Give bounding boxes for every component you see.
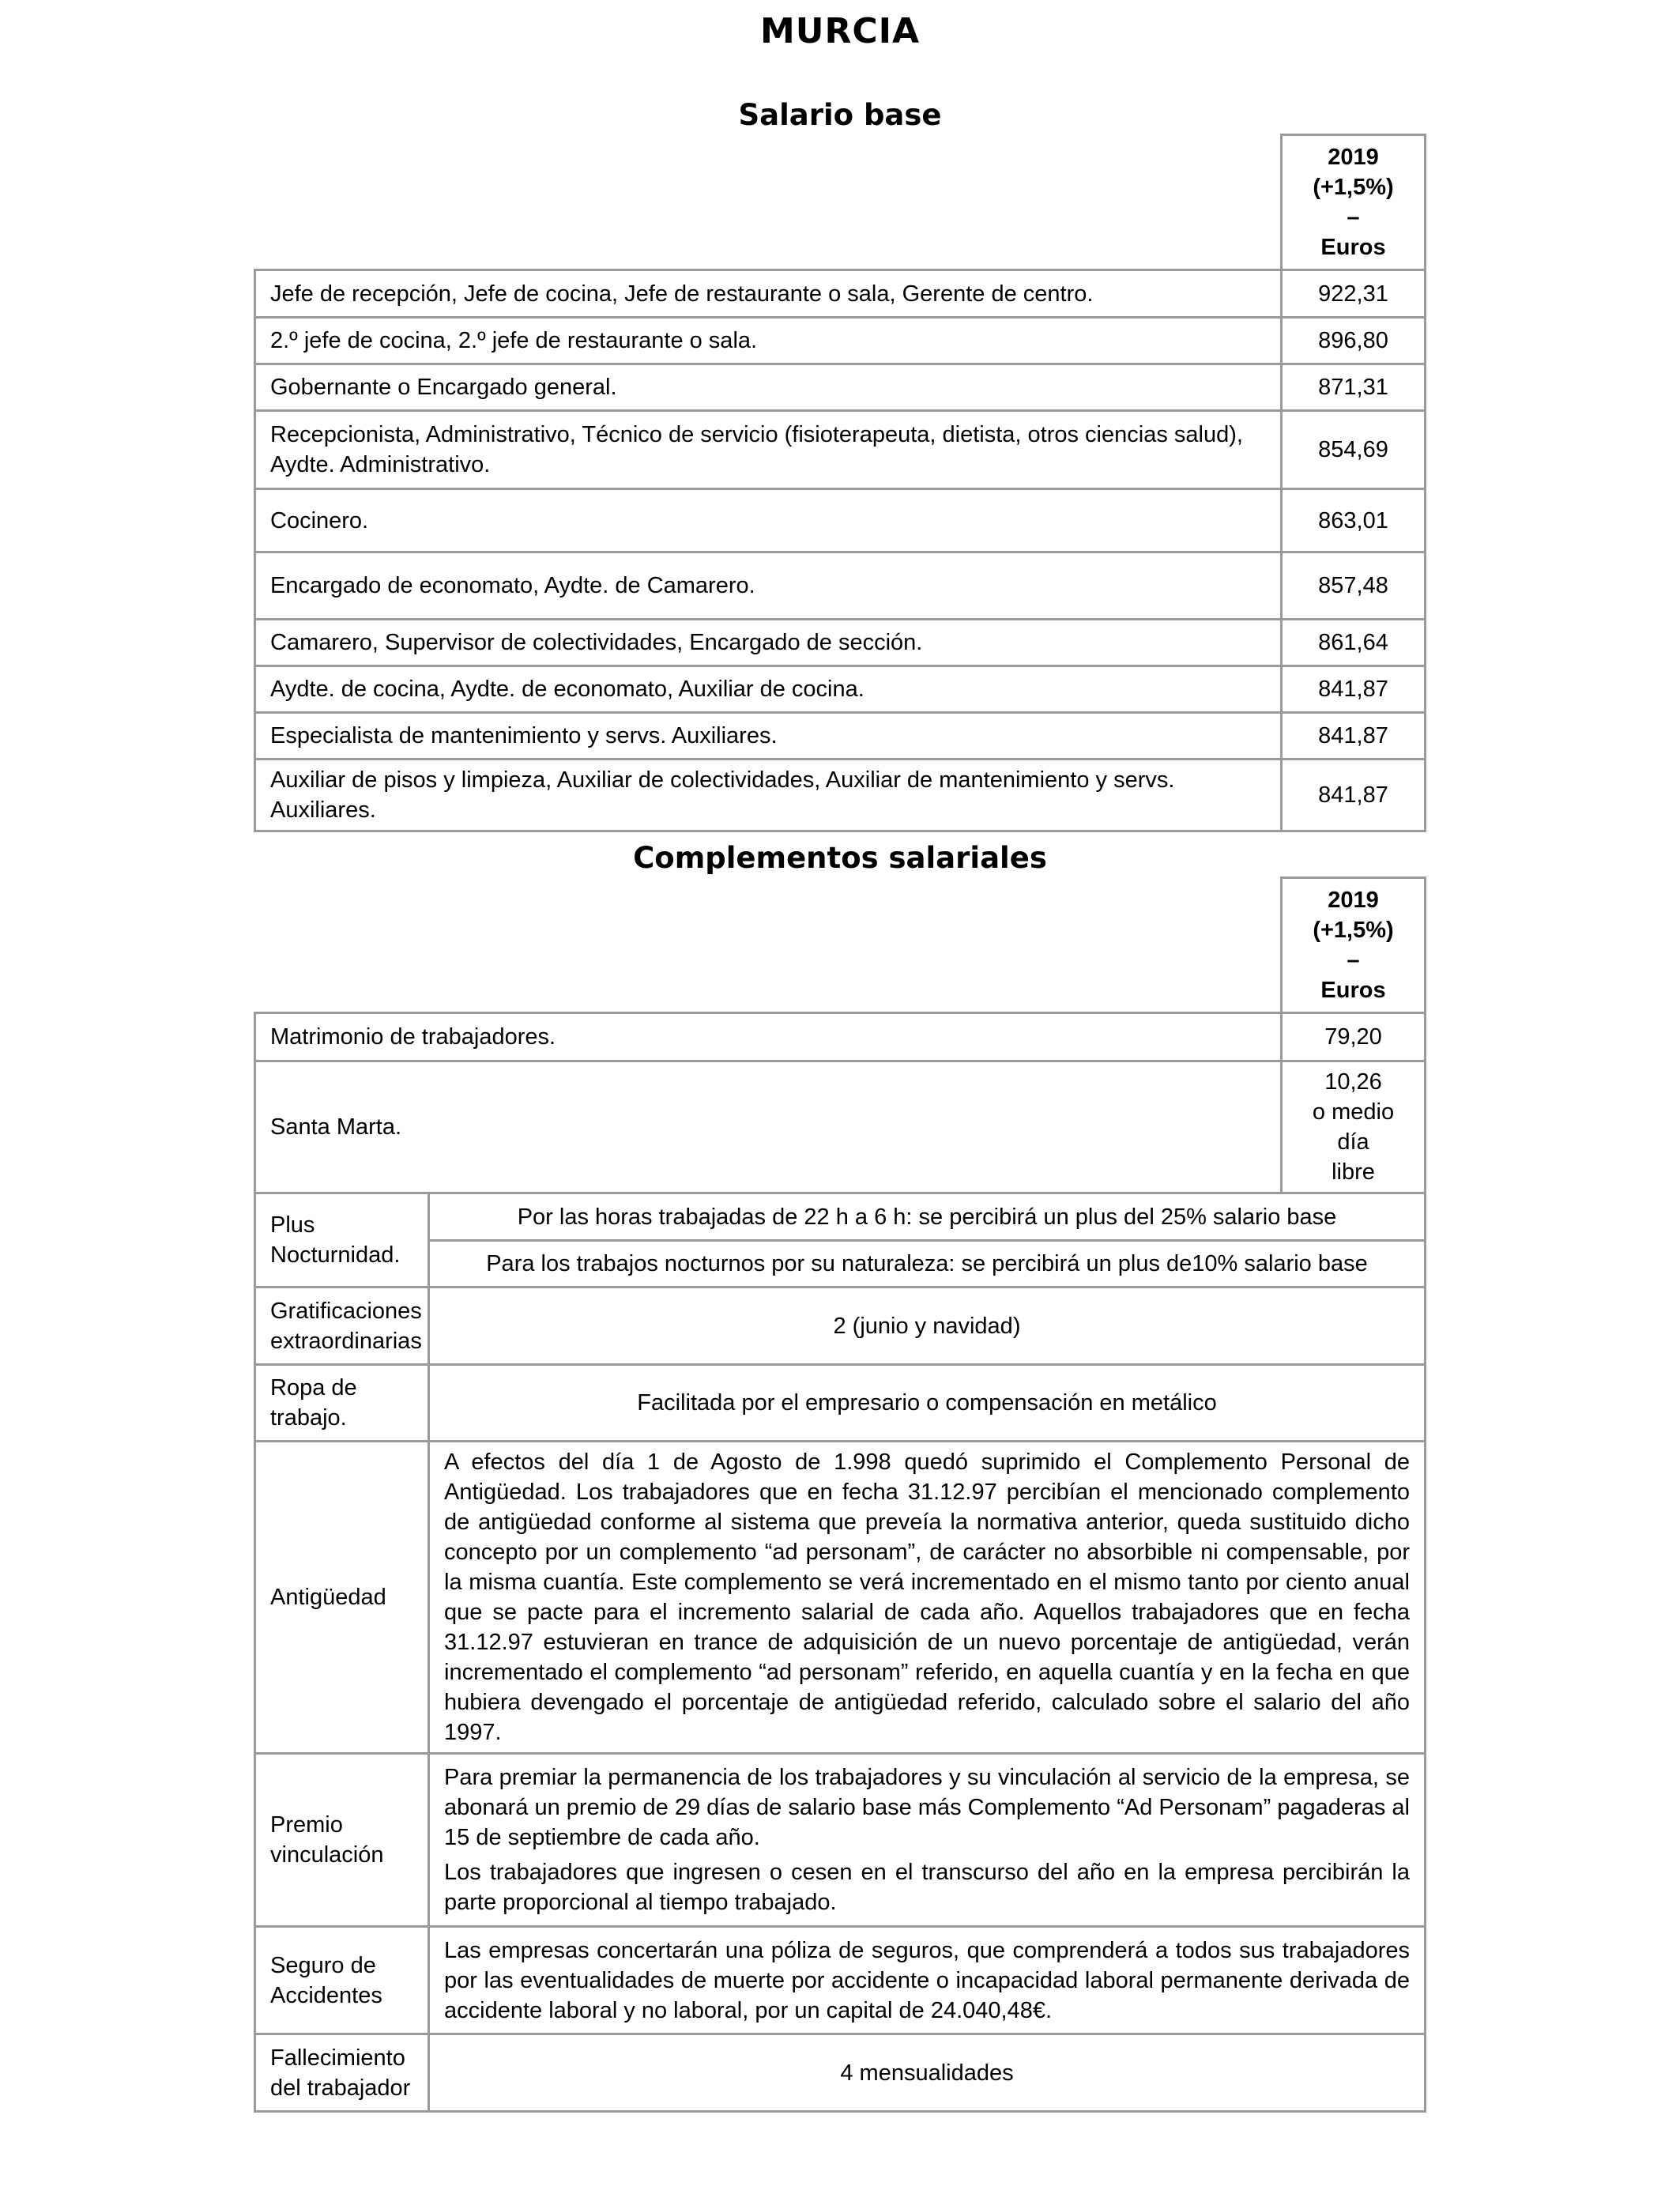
salary-value: 854,69: [1282, 411, 1426, 489]
salary-value: 841,87: [1282, 713, 1426, 760]
category-label: Encargado de economato, Aydte. de Camarero.: [255, 552, 1282, 620]
complementos-header-row: [255, 878, 1426, 1013]
complement-value: 2 (junio y navidad): [429, 1287, 1426, 1365]
table-row: [255, 1927, 1426, 2034]
table-row: [255, 1365, 1426, 1442]
category-label: Gobernante o Encargado general.: [255, 364, 1282, 411]
table-row: [255, 411, 1426, 489]
table-row: [255, 1241, 1426, 1287]
complementos-title: Complementos salariales: [633, 841, 1047, 875]
salario-base-header-row: [255, 135, 1426, 270]
category-label: Recepcionista, Administrativo, Técnico de servicio (fisioterapeuta, dietista, otros ciencias salud), Aydte. Administrativo.: [255, 411, 1282, 489]
table-row: [255, 489, 1426, 552]
table-row: [255, 1193, 1426, 1241]
table-row: [255, 1754, 1426, 1927]
table-row: [255, 620, 1426, 666]
complement-value: Las empresas concertarán una póliza de seguros, que comprenderá a todos sus trabajadores por las eventualidades de muerte por accidente o incapacidad laboral permanente derivada de accidente laboral y no laboral, por un capital de 24.040,48€.: [429, 1927, 1426, 2034]
table-row: [255, 2034, 1426, 2112]
salary-value: 861,64: [1282, 620, 1426, 666]
salary-value: 841,87: [1282, 760, 1426, 831]
complement-label: Gratificaciones extraordinarias: [255, 1287, 429, 1365]
complementos-header: 2019 (+1,5%) – Euros: [1282, 878, 1426, 1013]
table-row: [255, 1013, 1426, 1061]
category-label: Cocinero.: [255, 489, 1282, 552]
category-label: Camarero, Supervisor de colectividades, Encargado de sección.: [255, 620, 1282, 666]
complement-label: Ropa de trabajo.: [255, 1365, 429, 1442]
complement-value: 79,20: [1282, 1013, 1426, 1061]
complement-value: Por las horas trabajadas de 22 h a 6 h: se percibirá un plus del 25% salario base: [429, 1193, 1426, 1241]
complement-value: Facilitada por el empresario o compensación en metálico: [429, 1365, 1426, 1442]
table-row: [255, 1442, 1426, 1754]
complement-label: Seguro de Accidentes: [255, 1927, 429, 2034]
category-label: Jefe de recepción, Jefe de cocina, Jefe de restaurante o sala, Gerente de centro.: [255, 270, 1282, 318]
page-title: MURCIA: [759, 11, 921, 51]
complement-label: Santa Marta.: [255, 1061, 1282, 1193]
complement-value: 10,26 o medio día libre: [1282, 1061, 1426, 1193]
salario-base-title: Salario base: [738, 98, 942, 132]
complement-value: Para los trabajos nocturnos por su naturaleza: se percibirá un plus de10% salario base: [429, 1241, 1426, 1287]
salary-value: 841,87: [1282, 666, 1426, 713]
salario-base-table: [254, 134, 1426, 832]
complementos-table: [254, 876, 1426, 2113]
category-label: Aydte. de cocina, Aydte. de economato, Auxiliar de cocina.: [255, 666, 1282, 713]
salary-value: 871,31: [1282, 364, 1426, 411]
complement-value: Para premiar la permanencia de los trabajadores y su vinculación al servicio de la empresa, se abonará un premio de 29 días de salario base más Complemento “Ad Personam” pagaderas al 15 de septiembre de cada año. Los trabajadores que ingresen o cesen en el transcurso del año en la empresa percibirán la parte proporcional al tiempo trabajado.: [429, 1754, 1426, 1927]
salary-value: 857,48: [1282, 552, 1426, 620]
complement-value: 4 mensualidades: [429, 2034, 1426, 2112]
category-label: 2.º jefe de cocina, 2.º jefe de restaurante o sala.: [255, 318, 1282, 364]
complement-label: Plus Nocturnidad.: [255, 1193, 429, 1287]
complement-label: Matrimonio de trabajadores.: [255, 1013, 1282, 1061]
salario-base-header: 2019 (+1,5%) – Euros: [1282, 135, 1426, 270]
table-row: [255, 713, 1426, 760]
table-row: [255, 760, 1426, 831]
salary-value: 863,01: [1282, 489, 1426, 552]
table-row: [255, 270, 1426, 318]
table-row: [255, 364, 1426, 411]
category-label: Auxiliar de pisos y limpieza, Auxiliar de colectividades, Auxiliar de mantenimiento y servs. Auxiliares.: [255, 760, 1282, 831]
salary-value: 896,80: [1282, 318, 1426, 364]
table-row: [255, 318, 1426, 364]
table-row: [255, 1061, 1426, 1193]
complement-value: A efectos del día 1 de Agosto de 1.998 quedó suprimido el Complemento Personal de Antigüedad. Los trabajadores que en fecha 31.12.97 percibían el mencionado complemento de antigüedad conforme al sistema que preveía la normativa anterior, queda sustituido dicho concepto por un complemento “ad personam”, de carácter no absorbible ni compensable, por la misma cuantía. Este complemento se verá incrementado en el mismo tanto por ciento anual que se pacte para el incremento salarial de cada año. Aquellos trabajadores que en fecha 31.12.97 estuvieran en trance de adquisición de un nuevo porcentaje de antigüedad, verán incrementado el complemento “ad personam” referido, en aquella cuantía y en la fecha en que hubiera devengado el porcentaje de antigüedad referido, calculado sobre el salario del año 1997.: [429, 1442, 1426, 1754]
complement-label: Antigüedad: [255, 1442, 429, 1754]
salary-value: 922,31: [1282, 270, 1426, 318]
category-label: Especialista de mantenimiento y servs. Auxiliares.: [255, 713, 1282, 760]
table-row: [255, 1287, 1426, 1365]
table-row: [255, 666, 1426, 713]
complement-label: Premio vinculación: [255, 1754, 429, 1927]
table-row: [255, 552, 1426, 620]
complement-label: Fallecimiento del trabajador: [255, 2034, 429, 2112]
